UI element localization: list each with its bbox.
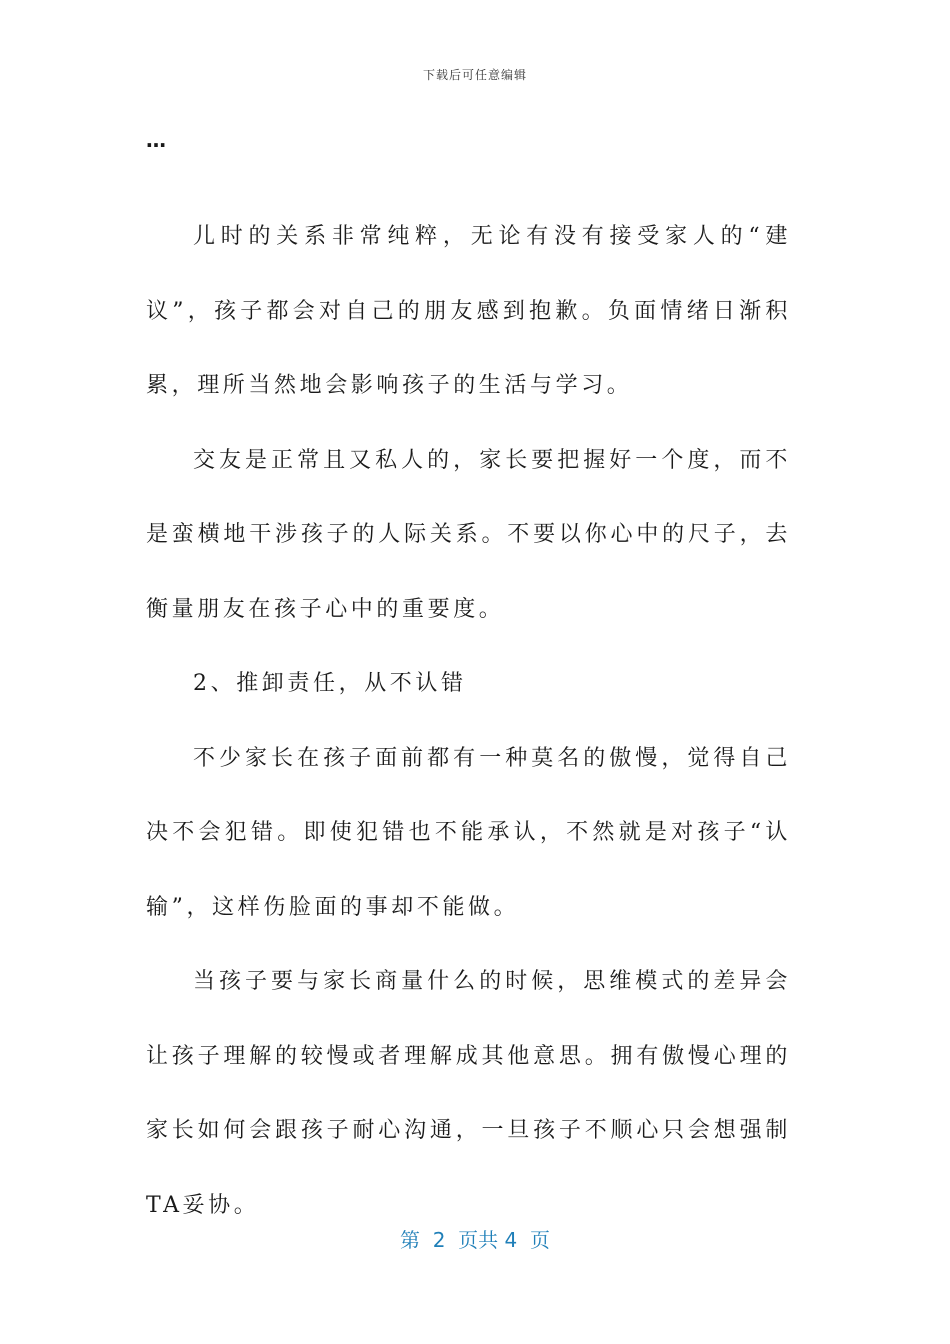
continuation-ellipsis: … [146, 128, 167, 152]
paragraph-2: 交友是正常且又私人的，家长要把握好一个度，而不是蛮横地干涉孩子的人际关系。不要以你心中的尺子，去衡量朋友在孩子心中的重要度。 [146, 447, 791, 622]
paragraph-1: 儿时的关系非常纯粹，无论有没有接受家人的“建议”，孩子都会对自己的朋友感到抱歉。负面情绪日渐积累，理所当然地会影响孩子的生活与学习。 [146, 224, 791, 398]
document-body [146, 200, 791, 1243]
paragraph-3: 不少家长在孩子面前都有一种莫名的傲慢，觉得自己决不会犯错。即使犯错也不能承认，不然就是对孩子“认输”，这样伤脸面的事却不能做。 [146, 745, 791, 920]
section-heading: 2、推卸责任，从不认错 [193, 671, 467, 696]
page-number: 第 2 页共 4 页 [400, 1228, 550, 1252]
download-note: 下载后可任意编辑 [422, 68, 527, 82]
paragraph-4: 当孩子要与家长商量什么的时候，思维模式的差异会让孩子理解的较慢或者理解成其他意思。拥有傲慢心理的家长如何会跟孩子耐心沟通，一旦孩子不顺心只会想强制TA妥协。 [146, 969, 791, 1218]
